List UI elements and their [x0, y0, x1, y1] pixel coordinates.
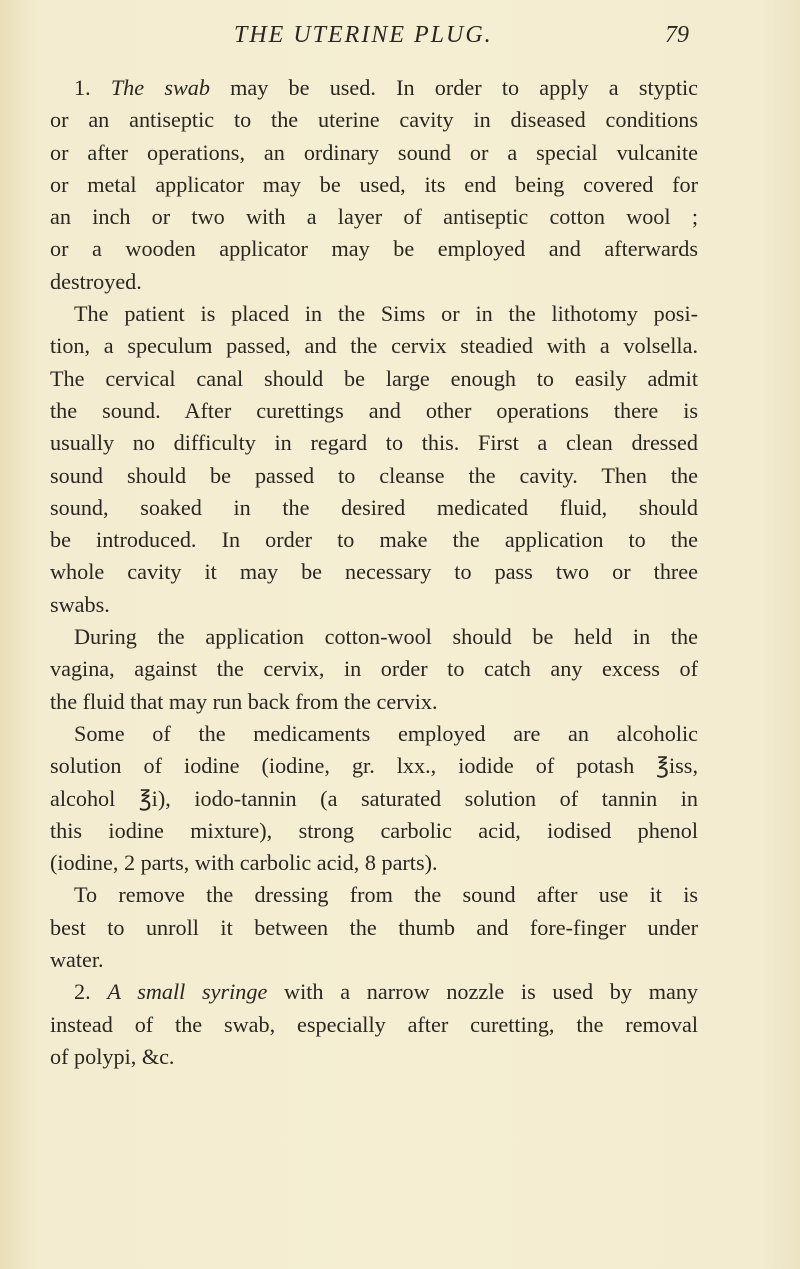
paragraph-remove-dressing [50, 879, 698, 976]
paragraph-medicaments [50, 718, 698, 879]
text-line: or after operations, an ordinary sound or a special vulcanite [50, 139, 698, 165]
text-line: usually no difficulty in regard to this. First a clean dressed [50, 430, 698, 456]
text-line: the sound. After curettings and other operations there is [50, 397, 698, 423]
text-line: water. [50, 947, 104, 973]
text-line: of polypi, &c. [50, 1043, 175, 1069]
paragraph-swab [50, 72, 698, 298]
text-line: swabs. [50, 591, 110, 617]
paragraph-syringe [50, 976, 698, 1073]
text-line: be introduced. In order to make the application to the [50, 527, 698, 553]
text-line: best to unroll it between the thumb and fore-finger under [50, 914, 698, 940]
text-line: The cervical canal should be large enough to easily admit [50, 365, 698, 391]
text-line: 1. The swab may be used. In order to apply a styptic [74, 75, 698, 100]
text-line: alcohol ℥i), iodo-tannin (a saturated solution of tannin in [50, 785, 698, 811]
text-line: sound should be passed to cleanse the cavity. Then the [50, 462, 698, 488]
text-line: Some of the medicaments employed are an alcoholic [74, 720, 698, 746]
text-line: The patient is placed in the Sims or in the lithotomy posi- [74, 301, 698, 327]
text-line: or an antiseptic to the uterine cavity in diseased conditions [50, 107, 698, 133]
running-head [0, 22, 800, 56]
body-text [50, 72, 698, 1073]
page-number: 79 [665, 22, 689, 48]
running-head-title: THE UTERINE PLUG. [234, 22, 493, 48]
text-line: To remove the dressing from the sound after use it is [74, 882, 698, 908]
text-line: destroyed. [50, 268, 142, 294]
text-line: tion, a speculum passed, and the cervix steadied with a volsella. [50, 333, 698, 359]
paragraph-application [50, 621, 698, 718]
text-line: the fluid that may run back from the cervix. [50, 688, 438, 714]
text-line: solution of iodine (iodine, gr. lxx., iodide of potash ℥iss, [50, 753, 698, 779]
text-line: an inch or two with a layer of antiseptic cotton wool ; [50, 204, 698, 230]
text-line: During the application cotton-wool should be held in the [74, 624, 698, 650]
text-line: or metal applicator may be used, its end being covered for [50, 171, 698, 197]
text-line: whole cavity it may be necessary to pass two or three [50, 559, 698, 585]
text-line: 2. A small syringe with a narrow nozzle is used by many [74, 979, 699, 1005]
paragraph-patient-position [50, 298, 698, 621]
text-line: sound, soaked in the desired medicated fluid, should [50, 494, 698, 520]
text-line: or a wooden applicator may be employed and afterwards [50, 236, 698, 262]
text-line: this iodine mixture), strong carbolic acid, iodised phenol [50, 817, 698, 843]
text-line: (iodine, 2 parts, with carbolic acid, 8 parts). [50, 850, 438, 876]
text-line: instead of the swab, especially after curetting, the removal [50, 1011, 698, 1037]
text-line: vagina, against the cervix, in order to catch any excess of [50, 656, 698, 682]
